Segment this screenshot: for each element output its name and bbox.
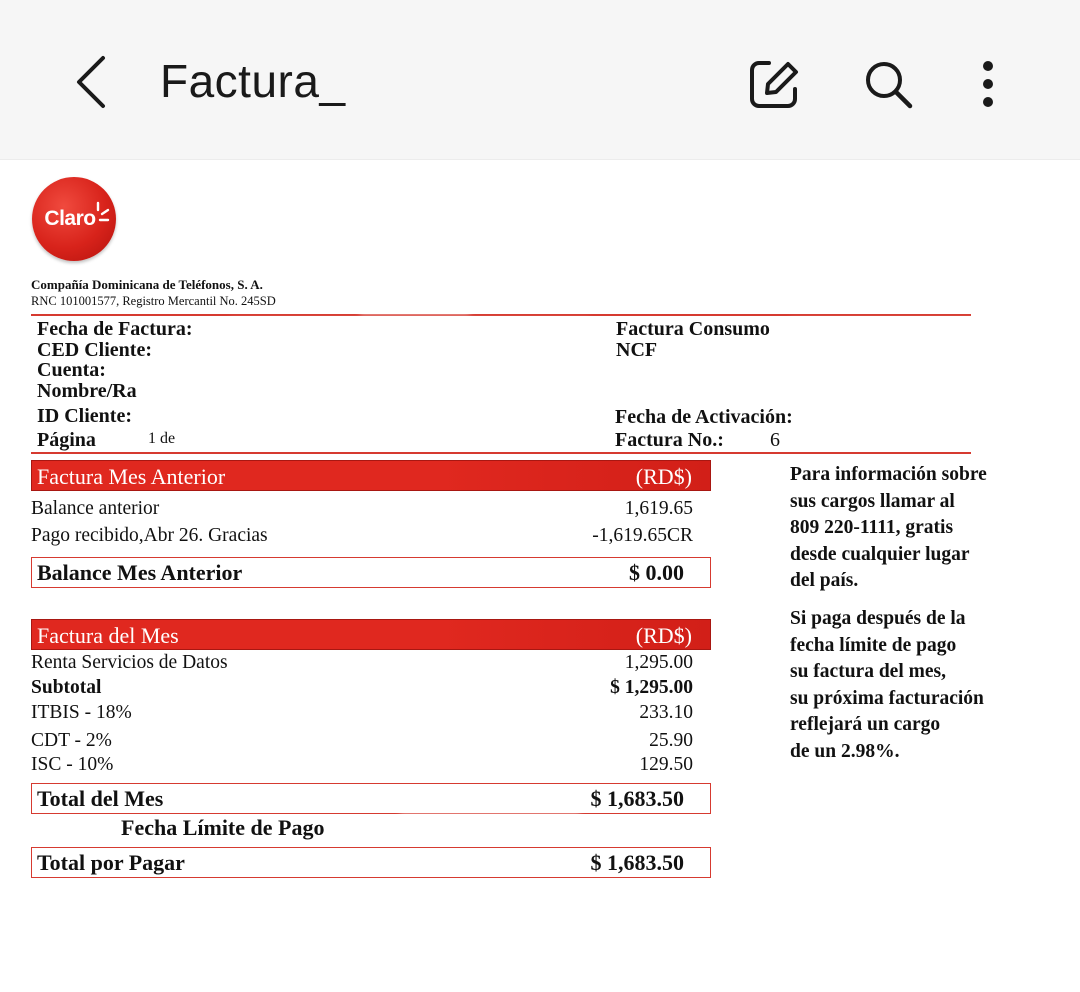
info-line: 809 220-1111, gratis xyxy=(790,517,954,538)
line-item-label: Balance anterior xyxy=(31,498,160,519)
cuenta-label: Cuenta: xyxy=(37,359,106,381)
signal-rays-icon xyxy=(94,201,110,227)
line-item-label: ISC - 10% xyxy=(31,754,114,775)
line-item-label: Subtotal xyxy=(31,677,102,698)
info-line: de un 2.98%. xyxy=(790,740,900,762)
line-item-value: $ 1,295.00 xyxy=(610,677,693,698)
line-item-label: CDT - 2% xyxy=(31,730,112,751)
info-line: su factura del mes, xyxy=(790,661,946,682)
back-chevron-icon xyxy=(73,54,107,110)
invoice-document xyxy=(0,160,1080,992)
info-line: Para información sobre xyxy=(790,464,987,485)
app-bar xyxy=(0,0,1080,160)
line-item-value: 1,619.65 xyxy=(624,498,693,519)
redacted-area xyxy=(810,404,960,428)
info-late-fee-text xyxy=(790,606,1050,765)
header-bottom-rule xyxy=(31,452,971,454)
more-vertical-icon xyxy=(982,60,994,108)
fecha-limite-label: Fecha Límite de Pago xyxy=(121,815,325,840)
nombre-label: Nombre/Ra xyxy=(37,380,137,402)
total-value: $ 1,683.50 xyxy=(590,850,684,875)
fecha-factura-label: Fecha de Factura: xyxy=(37,318,193,340)
redacted-area xyxy=(230,320,590,402)
claro-logo xyxy=(32,177,116,261)
total-label: Total del Mes xyxy=(37,786,164,811)
id-cliente-label: ID Cliente: xyxy=(37,405,132,427)
factura-no-value: 6 xyxy=(770,429,780,451)
pagina-value: 1 de xyxy=(148,430,176,447)
info-line: fecha límite de pago xyxy=(790,634,957,656)
fecha-activacion-label: Fecha de Activación: xyxy=(615,406,793,428)
mes-anterior-header xyxy=(31,460,711,491)
company-rnc: RNC 101001577, Registro Mercantil No. 245SD xyxy=(31,294,276,308)
mes-actual-header xyxy=(31,619,711,650)
section-unit: (RD$) xyxy=(635,623,692,648)
line-item-label: Renta Servicios de Datos xyxy=(31,652,228,673)
info-contact-text xyxy=(790,462,1050,595)
ncf-label: NCF xyxy=(616,339,658,361)
line-item-label: Pago recibido,Abr 26. Gracias xyxy=(31,525,268,546)
factura-tipo: Factura Consumo xyxy=(616,318,770,340)
total-label: Total por Pagar xyxy=(37,850,185,875)
header-top-rule xyxy=(31,314,971,316)
line-item-label: ITBIS - 18% xyxy=(31,702,132,723)
ced-cliente-label: CED Cliente: xyxy=(37,339,152,361)
document-title: Factura_ xyxy=(160,55,346,107)
line-item-value: 1,295.00 xyxy=(624,652,693,673)
section-title: Factura del Mes xyxy=(37,623,179,648)
redacted-area xyxy=(360,285,470,313)
logo-text: Claro xyxy=(44,207,96,230)
balance-mes-anterior-box xyxy=(31,557,711,588)
total-value: $ 0.00 xyxy=(629,560,684,585)
pagina-label: Página xyxy=(37,429,96,451)
line-item-value: 233.10 xyxy=(639,702,693,723)
factura-no-label: Factura No.: xyxy=(615,429,724,451)
total-por-pagar-box xyxy=(31,847,711,878)
total-value: $ 1,683.50 xyxy=(590,786,684,811)
company-name: Compañía Dominicana de Teléfonos, S. A. xyxy=(31,277,263,292)
search-button[interactable] xyxy=(858,54,918,114)
edit-button[interactable] xyxy=(744,54,804,114)
search-icon xyxy=(862,58,914,110)
total-label: Balance Mes Anterior xyxy=(37,560,243,585)
line-item-value: 25.90 xyxy=(649,730,693,751)
redacted-area xyxy=(790,320,980,380)
info-line: reflejará un cargo xyxy=(790,714,941,735)
section-title: Factura Mes Anterior xyxy=(37,464,226,489)
total-del-mes-box xyxy=(31,783,711,814)
info-line: sus cargos llamar al xyxy=(790,490,955,512)
section-unit: (RD$) xyxy=(635,464,692,489)
more-options-button[interactable] xyxy=(968,54,1008,114)
info-line: su próxima facturación xyxy=(790,687,984,709)
info-line: del país. xyxy=(790,570,859,591)
back-button[interactable] xyxy=(60,50,120,114)
redacted-area xyxy=(400,815,580,851)
info-line: desde cualquier lugar xyxy=(790,543,970,565)
info-line: Si paga después de la xyxy=(790,608,966,629)
line-item-value: -1,619.65CR xyxy=(592,525,693,546)
edit-icon xyxy=(747,57,801,111)
line-item-value: 129.50 xyxy=(639,754,693,775)
